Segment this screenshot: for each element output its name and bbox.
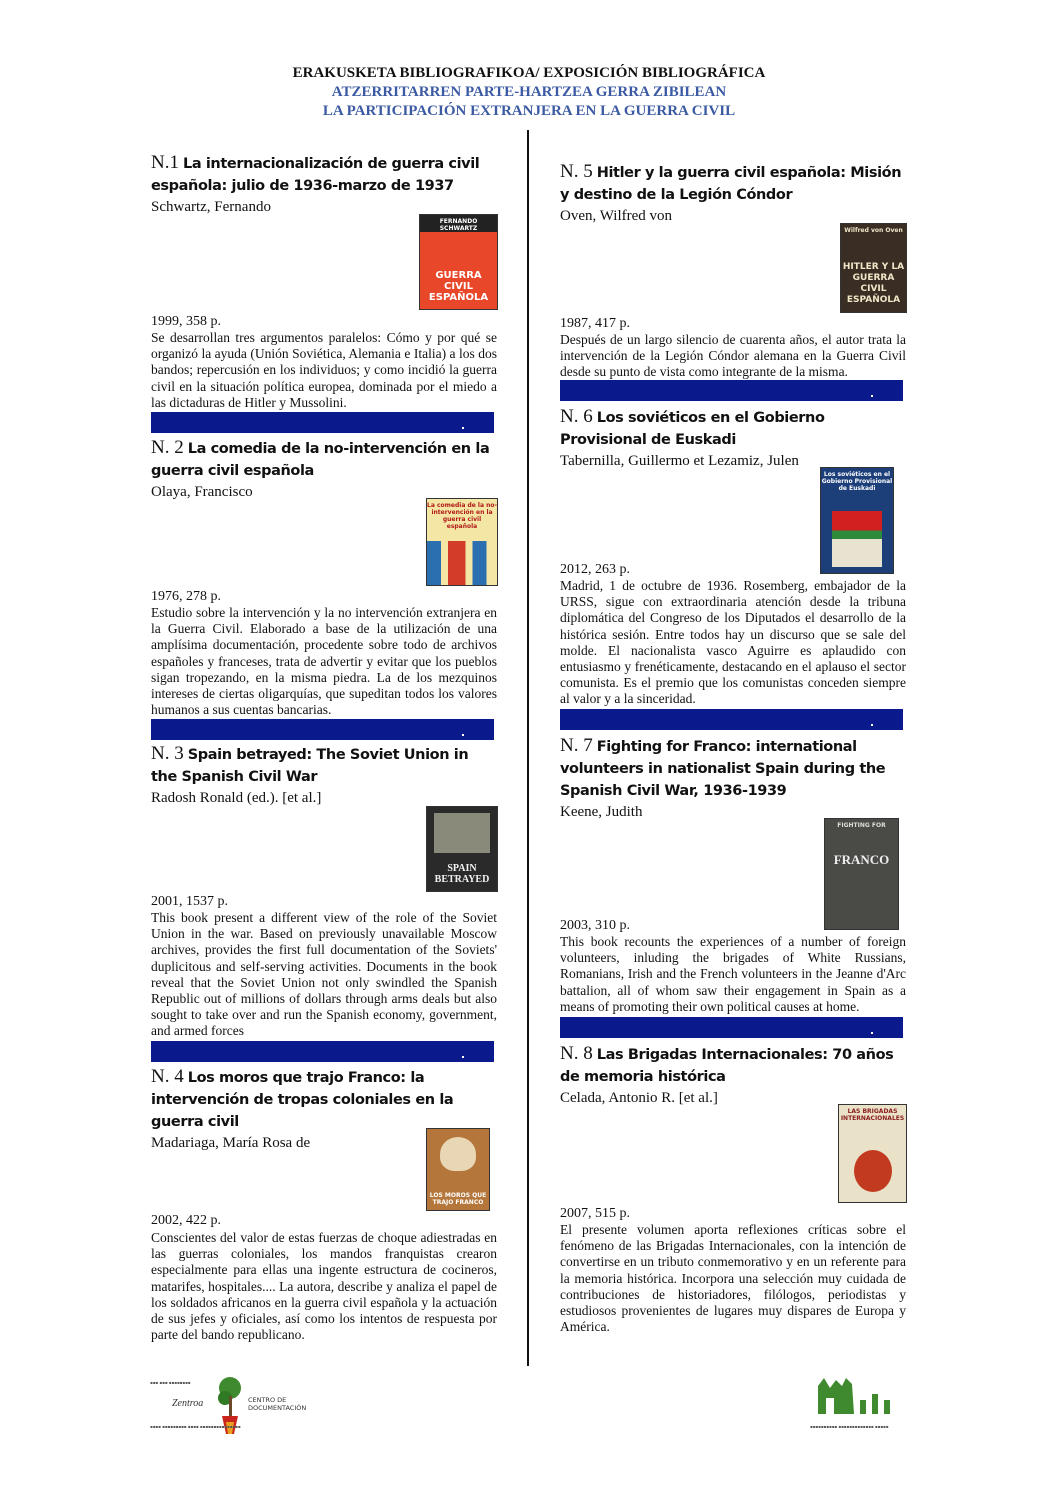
book-entry xyxy=(151,743,497,807)
book-cover-image xyxy=(426,1128,490,1211)
header-line-1: ERAKUSKETA BIBLIOGRAFIKOA/ EXPOSICIÓN BIBLIOGRÁFICA xyxy=(292,65,766,81)
cover-portrait xyxy=(440,1137,476,1171)
page-header xyxy=(0,64,1058,121)
cover-text: Los soviéticos en el Gobierno Provisional de Euskadi xyxy=(821,471,893,492)
book-title: Fighting for Franco: international volunteers in nationalist Spain during the Spanish Civil War, 1936-1939 xyxy=(560,739,886,799)
book-description: Conscientes del valor de estas fuerzas de choque adiestradas en las guerras coloniales, los mandos franquistas crearon especialmente para ellas una ingente estructura de cocineros, matarifes, hospitales.... La autora, describe y analiza el papel de los soldados africanos en la guerra civil española y la actuación de sus jefes y oficiales, así como los intentos de respuesta por parte del bando republicano. xyxy=(151,1230,497,1343)
book-title: Spain betrayed: The Soviet Union in the Spanish Civil War xyxy=(151,747,469,785)
book-description: This book recounts the experiences of a number of foreign volunteers, inluding the brigades of White Russians, Romanians, Irish and the French volunteers in the Jeanne d'Arc battalion, all of whom saw their engagement in Spain as a means of promoting their own political causes at home. xyxy=(560,934,906,1014)
book-title-line xyxy=(151,1066,497,1133)
book-cover-image xyxy=(824,818,899,930)
book-title-line xyxy=(560,161,906,206)
book-cover-image xyxy=(838,1104,907,1203)
book-year-pages: 2002, 422 p. xyxy=(151,1213,221,1228)
book-description: Después de un largo silencio de cuarenta años, el autor trata la intervención de la Legión Cóndor alemana en la Guerra Civil desde su punto de vista como integrante de la misma. xyxy=(560,332,906,380)
book-cover-image xyxy=(419,214,498,310)
book-author: Celada, Antonio R. [et al.] xyxy=(560,1090,718,1106)
building-logo-icon xyxy=(810,1374,910,1424)
book-title-line xyxy=(151,743,497,788)
book-cover-image xyxy=(840,223,907,313)
book-entry xyxy=(560,1043,906,1107)
book-title: Los soviéticos en el Gobierno Provisional de Euskadi xyxy=(560,410,825,448)
book-entry xyxy=(151,152,497,216)
book-number: N. 5 xyxy=(560,161,593,182)
cover-title: SPAIN BETRAYED xyxy=(434,863,490,885)
cover-title: GUERRA CIVIL ESPAÑOLA xyxy=(428,270,489,303)
book-author: Keene, Judith xyxy=(560,804,643,820)
logo-fine-print: ▪▪▪ ▪▪▪ ▪▪▪▪▪▪▪▪ xyxy=(150,1380,191,1385)
book-year-pages: 2001, 1537 p. xyxy=(151,894,228,909)
header-line-3: LA PARTICIPACIÓN EXTRANJERA EN LA GUERRA CIVIL xyxy=(322,103,736,119)
book-author: Schwartz, Fernando xyxy=(151,199,271,215)
book-year-pages: 2007, 515 p. xyxy=(560,1206,630,1221)
cover-illustration xyxy=(854,1150,892,1192)
book-title: La comedia de la no-intervención en la guerra civil española xyxy=(151,441,490,479)
book-author: Oven, Wilfred von xyxy=(560,208,673,224)
book-description: Se desarrollan tres argumentos paralelos: Cómo y por qué se organizó la ayuda (Unión Soviética, Alemania e Italia) a los dos bandos; repercusión en los individuos; y como incidió la guerra civil en la situación política europea, dominada por el miedo a las dictaduras de Hitler y Mussolini. xyxy=(151,330,497,410)
book-title-line xyxy=(151,152,497,197)
book-author: Olaya, Francisco xyxy=(151,484,253,500)
logo-fine-print: ▪▪▪▪ ▪▪▪▪▪▪▪▪▪ ▪▪▪▪ ▪▪▪▪▪▪▪▪▪▪▪▪▪▪▪ xyxy=(150,1424,241,1429)
section-separator xyxy=(560,709,903,730)
section-separator xyxy=(560,1017,903,1038)
book-title: La internacionalización de guerra civil española: julio de 1936-marzo de 1937 xyxy=(151,156,480,194)
book-number: N. 4 xyxy=(151,1066,184,1087)
cover-title: LOS MOROS QUE TRAJO FRANCO xyxy=(429,1192,487,1206)
cover-text: FERNANDO SCHWARTZ xyxy=(420,215,497,232)
book-title: Las Brigadas Internacionales: 70 años de memoria histórica xyxy=(560,1047,894,1085)
book-title: Hitler y la guerra civil española: Misión y destino de la Legión Cóndor xyxy=(560,165,902,203)
book-description: This book present a different view of the role of the Soviet Union in the war. Based on previously unavailable Moscow archives, provides the first full documentation of the Soviets' duplicitous and self-serving activities. Documents in the book reveal that the Soviet Union not only swindled the Spanish Republic out of millions of dollars through arms deals but also sought to take over and run the Spanish economy, government, and armed forces xyxy=(151,910,497,1039)
book-author: Radosh Ronald (ed.). [et al.] xyxy=(151,790,322,806)
book-year-pages: 1976, 278 p. xyxy=(151,589,221,604)
cover-text: LAS BRIGADAS INTERNACIONALES xyxy=(840,1108,905,1122)
header-line-2: ATZERRITARREN PARTE-HARTZEA GERRA ZIBILEAN xyxy=(331,84,727,100)
documentation-center-logo xyxy=(150,1376,320,1436)
section-separator xyxy=(151,719,494,740)
book-entry xyxy=(560,406,906,470)
book-cover-image xyxy=(426,806,498,892)
cover-title: HITLER Y LA GUERRA CIVIL ESPAÑOLA xyxy=(842,262,905,305)
book-number: N. 2 xyxy=(151,437,184,458)
book-entry xyxy=(560,735,906,821)
book-year-pages: 2012, 263 p. xyxy=(560,562,630,577)
book-year-pages: 2003, 310 p. xyxy=(560,918,630,933)
cover-text: La comedia de la no-intervención en la guerra civil española xyxy=(427,502,497,530)
cover-text: FIGHTING FOR xyxy=(837,822,886,829)
book-title-line xyxy=(560,1043,906,1088)
book-number: N.1 xyxy=(151,152,179,173)
book-title-line xyxy=(151,437,497,482)
book-title-line xyxy=(560,735,906,802)
cover-text: Wilfred von Oven xyxy=(844,227,903,234)
book-author: Tabernilla, Guillermo et Lezamiz, Julen xyxy=(560,453,799,469)
logo-left-name: CENTRO DE DOCUMENTACIÓN xyxy=(248,1396,307,1412)
book-title-line xyxy=(560,406,906,451)
section-separator xyxy=(151,412,494,433)
logo-fine-print: ▪▪▪▪▪▪▪▪▪▪ ▪▪▪▪▪▪▪▪▪▪▪▪▪ ▪▪▪▪▪ xyxy=(810,1424,889,1429)
book-entry xyxy=(151,437,497,501)
cover-illustration xyxy=(832,511,882,567)
cover-photo xyxy=(434,813,490,853)
book-number: N. 6 xyxy=(560,406,593,427)
logo-left-org: Zentroa xyxy=(172,1398,204,1409)
section-separator xyxy=(151,1041,494,1062)
book-number: N. 7 xyxy=(560,735,593,756)
book-author: Madariaga, María Rosa de xyxy=(151,1135,311,1151)
book-year-pages: 1999, 358 p. xyxy=(151,314,221,329)
book-description: Estudio sobre la intervención y la no intervención extranjera en la Guerra Civil. Elaborado a base de la utilización de una amplísima documentación, procedente sobre todo de archivos españoles y franceses, trata de advertir y evitar que los pueblos sigan tropezando, en la misma piedra. La de los mezquinos intereses de ciertas oligarquías, que supeditan todos los valores humanos a sus cuentas bancarias. xyxy=(151,605,497,718)
book-description: Madrid, 1 de octubre de 1936. Rosemberg, embajador de la URSS, sigue con extraordinaria atención desde la tribuna diplomática del Congreso de los Diputados el desarrollo de la histórica sesión. Entre todos hay un discurso que se sale del molde. El nacionalista vasco Aguirre es aplaudido con entusiasmo y frenéticamente, destacando en el aplauso el sector comunista. Es el premio que los comunistas conceden siempre al valor y a la sinceridad. xyxy=(560,578,906,707)
cover-title: FRANCO xyxy=(833,852,890,867)
book-entry xyxy=(560,161,906,225)
section-separator xyxy=(560,380,903,401)
book-year-pages: 1987, 417 p. xyxy=(560,316,630,331)
book-number: N. 8 xyxy=(560,1043,593,1064)
book-description: El presente volumen aporta reflexiones críticas sobre el fenómeno de las Brigadas Internacionales, con la intención de convertirse en un tributo conmemorativo y en un referente para la memoria histórica. Incorpora una selección muy cuidada de contribuciones de historiadores, filólogos, periodistas y estudiosos provenientes de lugares muy dispares de Europa y América. xyxy=(560,1222,906,1335)
book-cover-image xyxy=(820,467,894,574)
book-cover-image xyxy=(426,498,498,586)
book-number: N. 3 xyxy=(151,743,184,764)
book-title: Los moros que trajo Franco: la intervención de tropas coloniales en la guerra civil xyxy=(151,1070,454,1130)
cover-illustration xyxy=(427,541,497,585)
column-divider xyxy=(527,130,529,1366)
library-logo xyxy=(810,1374,910,1436)
